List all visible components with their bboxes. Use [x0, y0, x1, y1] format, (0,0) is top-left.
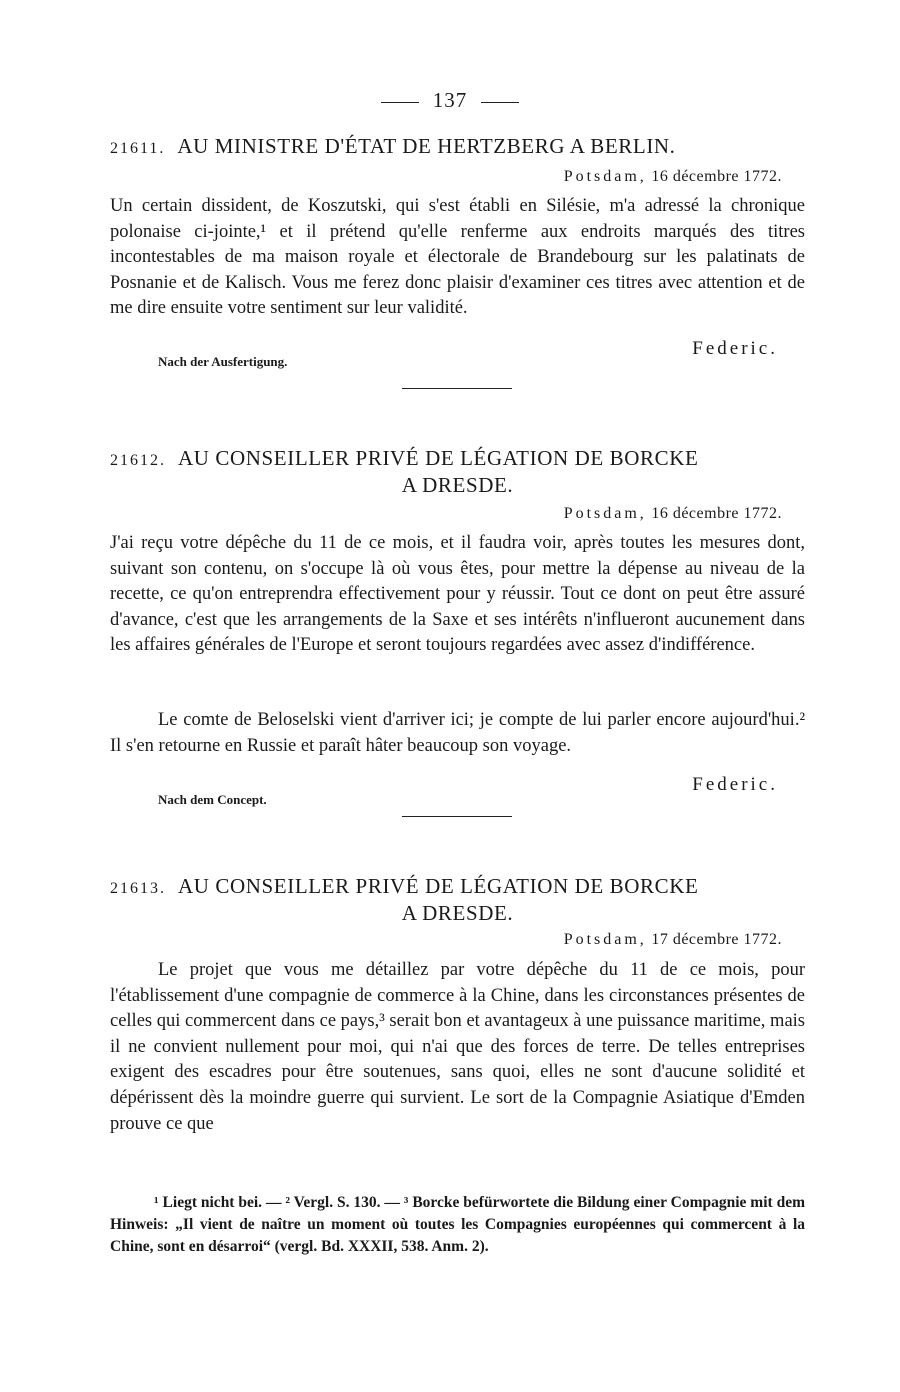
- source-note: Nach der Ausfertigung.: [158, 354, 288, 369]
- page-number: 137: [432, 88, 468, 112]
- letter-title-21611: [110, 134, 805, 161]
- signature: Federic.: [692, 338, 778, 359]
- footnote-text: ¹ Liegt nicht bei. — ² Vergl. S. 130. — ³ Borcke befürwortete die Bildung einer Compagnie mit dem Hinweis: „Il vient de naître un moment où toutes les Compagnies européennes qui commercent à la Chine, sont en désarroi“ (vergl. Bd. XXXII, 538. Anm. 2).: [110, 1194, 805, 1255]
- section-divider: [402, 816, 512, 817]
- letter-paragraph: J'ai reçu votre dépêche du 11 de ce mois, et il faudra voir, après toutes les mesures dont, suivant son contenu, on s'occupe là où vous êtes, pour mettre la dépense au niveau de la recette, ce qu'on entreprendra effectivement pour y réussir. Tout ce dont on peut être assuré d'avance, c'est que les arrangements de la Saxe et ses intérêts n'influeront aucunement dans les affaires générales de l'Europe et seront toujours regardées avec assez d'indifférence.: [110, 533, 805, 656]
- letter-title-21612: [110, 446, 805, 498]
- letter-paragraph: Le comte de Beloselski vient d'arriver ici; je compte de lui parler encore aujourd'hui.² Il s'en retourne en Russie et paraît hâter beaucoup son voyage.: [110, 710, 805, 756]
- signature: Federic.: [692, 774, 778, 795]
- letter-dateline: [564, 505, 782, 523]
- letter-paragraph: Le projet que vous me détaillez par votre dépêche du 11 de ce mois, pour l'établissement d'une compagnie de commerce à la Chine, dans les circonstances présentes de celles qui commercent dans ce pays,³ serait bon et avantageux à une puissance maritime, mais il ne convient nullement pour moi, qui n'ai que des forces de terre. De telles entreprises exigent des escadres pour être soutenues, sans quoi, elles ne sont d'aucune solidité et dépérissent dès la moindre guerre qui survient. Le sort de la Compagnie Asiatique d'Emden prouve ce que: [110, 960, 805, 1134]
- letter-number: 21612.: [110, 452, 166, 469]
- footnotes: [110, 1192, 805, 1258]
- date-place: Potsdam,: [563, 931, 647, 948]
- letter-title-line: AU CONSEILLER PRIVÉ DE LÉGATION DE BORCKE: [178, 874, 699, 898]
- letter-title-line-2: A DRESDE.: [401, 901, 514, 925]
- date-value: 17 décembre 1772.: [651, 931, 782, 948]
- date-value: 16 décembre 1772.: [651, 505, 782, 522]
- page-header: [0, 88, 900, 113]
- date-place: Potsdam,: [563, 168, 647, 185]
- letter-dateline: [564, 931, 782, 949]
- letter-title-line-2: A DRESDE.: [401, 473, 514, 497]
- date-place: Potsdam,: [563, 505, 647, 522]
- letter-title-21613: [110, 874, 805, 926]
- header-dash-right: [481, 102, 519, 103]
- letter-number: 21613.: [110, 880, 166, 897]
- header-dash-left: [381, 102, 419, 103]
- section-divider: [402, 388, 512, 389]
- letter-title-line: AU MINISTRE D'ÉTAT DE HERTZBERG A BERLIN.: [177, 134, 676, 158]
- letter-paragraph: Un certain dissident, de Koszutski, qui s'est établi en Silésie, m'a adressé la chronique polonaise ci-jointe,¹ et il prétend qu'elle renferme aux endroits marqués des titres incontestables de ma maison royale et électorale de Brandebourg sur les palatinats de Posnanie et de Kalisch. Vous me ferez donc plaisir d'examiner ces titres avec attention et de me dire ensuite votre sentiment sur leur validité.: [110, 196, 805, 319]
- letter-title-line: AU CONSEILLER PRIVÉ DE LÉGATION DE BORCKE: [178, 446, 699, 470]
- source-note: Nach dem Concept.: [158, 792, 267, 807]
- letter-dateline: [564, 168, 782, 186]
- date-value: 16 décembre 1772.: [651, 168, 782, 185]
- letter-number: 21611.: [110, 140, 166, 157]
